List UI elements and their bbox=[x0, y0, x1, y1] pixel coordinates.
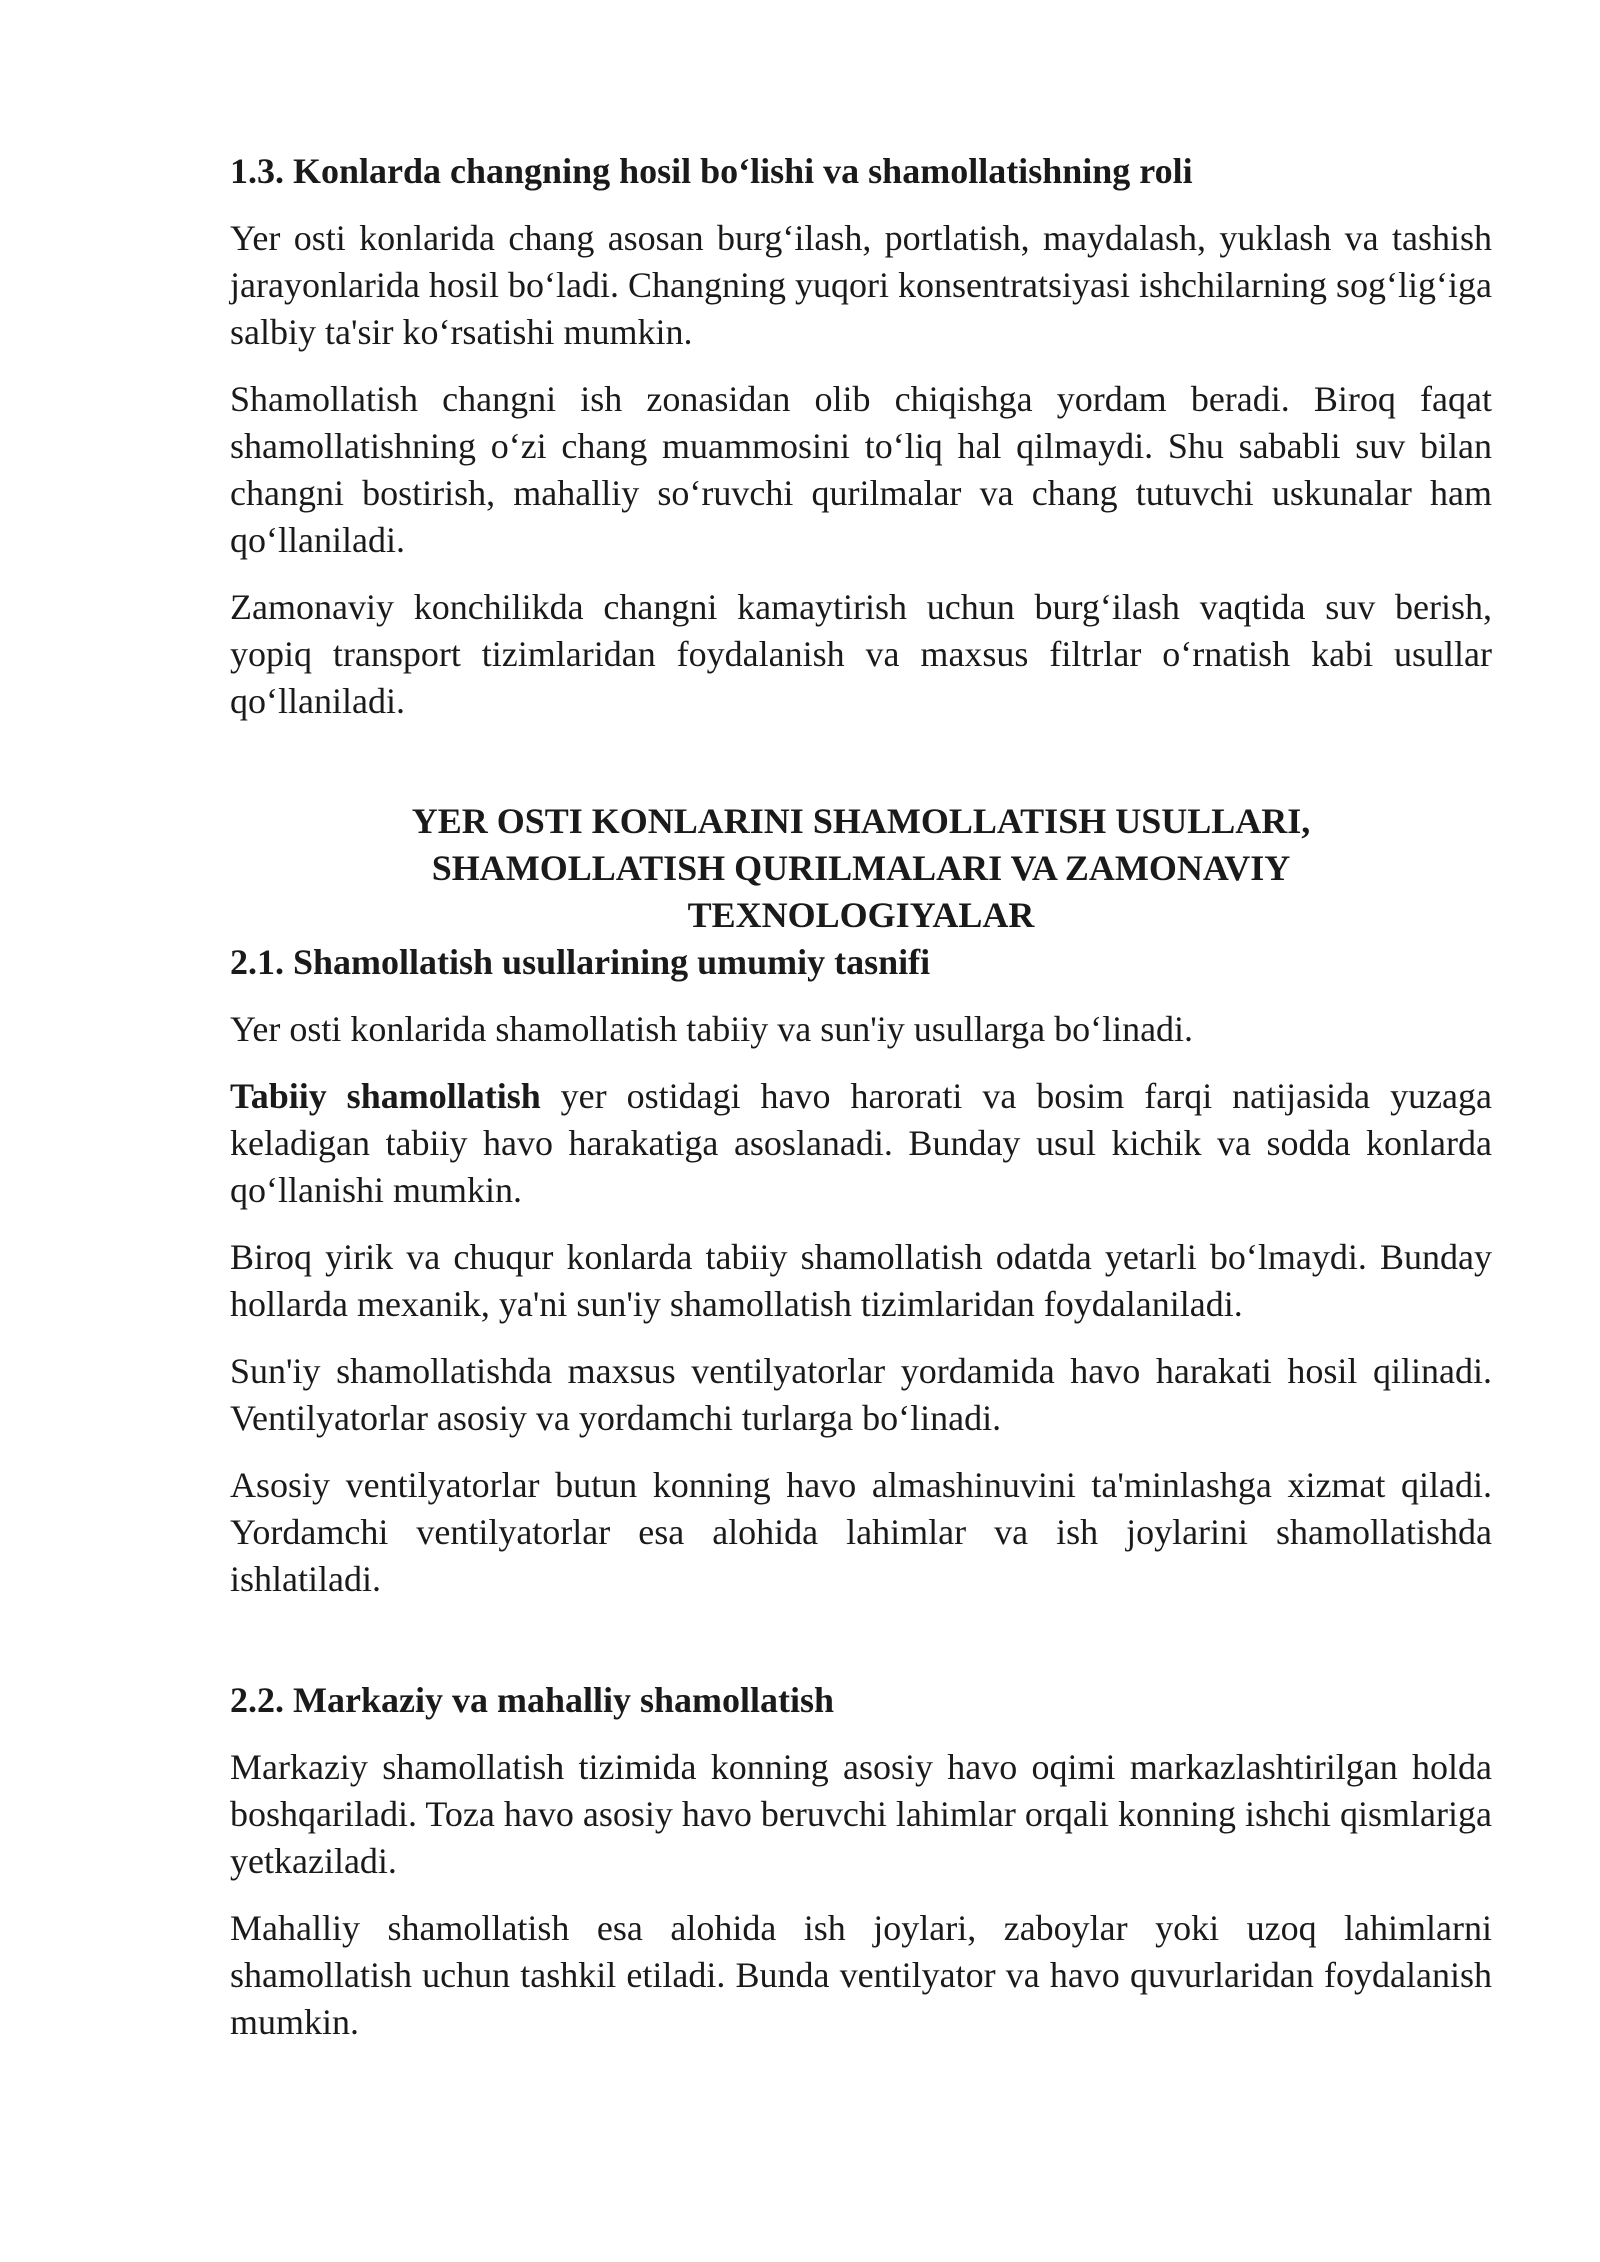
paragraph-mechanical-ventilation: Biroq yirik va chuqur konlarda tabiiy shamollatish odatda yetarli bo‘lmaydi. Bunday hollarda mexanik, ya'ni sun'iy shamollatish tizimlaridan foydalaniladi. bbox=[230, 1237, 1492, 1324]
natural-ventilation-description: yer ostidagi havo harorati va bosim farqi natijasida yuzaga keladigan tabiiy havo harakatiga asoslanadi. Bunday usul kichik va sodda konlarda qo‘llanishi mumkin. bbox=[230, 1076, 1492, 1210]
chapter-title-line-3: TEXNOLOGIYALAR bbox=[687, 895, 1035, 935]
term-natural-ventilation: Tabiiy shamollatish bbox=[230, 1076, 541, 1116]
section-heading-2-1: 2.1. Shamollatish usullarining umumiy tasnifi bbox=[230, 942, 931, 982]
paragraph-local-ventilation: Mahalliy shamollatish esa alohida ish joylari, zaboylar yoki uzoq lahimlarni shamollatish uchun tashkil etiladi. Bunda ventilyator va havo quvurlaridan foydalanish mumkin. bbox=[230, 1908, 1492, 2042]
document-page bbox=[230, 148, 1492, 2046]
paragraph-dust-sources: Yer osti konlarida chang asosan burg‘ilash, portlatish, maydalash, yuklash va tashish jarayonlarida hosil bo‘ladi. Changning yuqori konsentratsiyasi ishchilarning sog‘lig‘iga salbiy ta'sir ko‘rsatishi mumkin. bbox=[230, 218, 1492, 352]
paragraph-central-ventilation: Markaziy shamollatish tizimida konning asosiy havo oqimi markazlashtirilgan holda boshqariladi. Toza havo asosiy havo beruvchi lahimlar orqali konning ishchi qismlariga yetkaziladi. bbox=[230, 1747, 1492, 1881]
chapter-title bbox=[230, 798, 1492, 939]
section-heading-2-2: 2.2. Markaziy va mahalliy shamollatish bbox=[230, 1680, 835, 1720]
chapter-title-line-2: SHAMOLLATISH QURILMALARI VA ZAMONAVIY bbox=[431, 848, 1291, 888]
chapter-title-line-1: YER OSTI KONLARINI SHAMOLLATISH USULLARI, bbox=[411, 801, 1311, 841]
paragraph-ventilation-dust: Shamollatish changni ish zonasidan olib chiqishga yordam beradi. Biroq faqat shamollatishning o‘zi chang muammosini to‘liq hal qilmaydi. Shu sababli suv bilan changni bostirish, mahalliy so‘ruvchi qurilmalar va chang tutuvchi uskunalar ham qo‘llaniladi. bbox=[230, 379, 1492, 560]
paragraph-natural-ventilation bbox=[230, 1073, 1492, 1214]
paragraph-ventilation-types: Yer osti konlarida shamollatish tabiiy va sun'iy usullarga bo‘linadi. bbox=[230, 1009, 1194, 1049]
paragraph-fans: Sun'iy shamollatishda maxsus ventilyatorlar yordamida havo harakati hosil qilinadi. Ventilyatorlar asosiy va yordamchi turlarga bo‘linadi. bbox=[230, 1351, 1492, 1438]
section-heading-1-3: 1.3. Konlarda changning hosil bo‘lishi va shamollatishning roli bbox=[230, 151, 1193, 191]
paragraph-modern-dust-reduction: Zamonaviy konchilikda changni kamaytirish uchun burg‘ilash vaqtida suv berish, yopiq transport tizimlaridan foydalanish va maxsus filtrlar o‘rnatish kabi usullar qo‘llaniladi. bbox=[230, 587, 1492, 721]
paragraph-main-auxiliary-fans: Asosiy ventilyatorlar butun konning havo almashinuvini ta'minlashga xizmat qiladi. Yordamchi ventilyatorlar esa alohida lahimlar va ish joylarini shamollatishda ishlatiladi. bbox=[230, 1465, 1492, 1599]
